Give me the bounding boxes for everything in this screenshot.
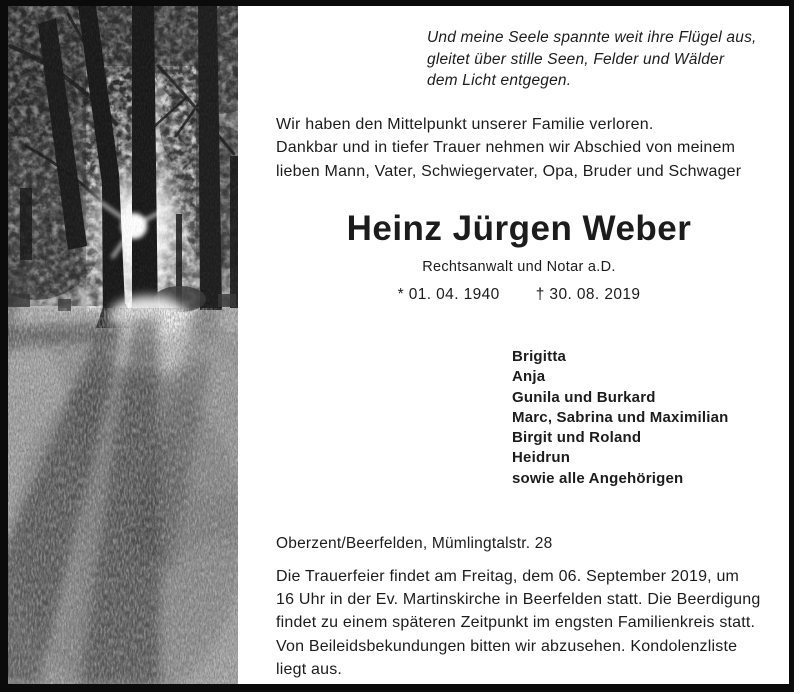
intro-text bbox=[276, 113, 741, 183]
address-line: Oberzent/Beerfelden, Mümlingtalstr. 28 bbox=[276, 535, 553, 552]
film-grain bbox=[8, 6, 238, 684]
mourner-line: Brigitta bbox=[512, 348, 567, 365]
life-dates bbox=[276, 286, 762, 304]
memorial-quote bbox=[427, 27, 757, 92]
funeral-line: Von Beileidsbekundungen bitten wir abzusehen. Kondolenzliste bbox=[276, 637, 738, 655]
quote-line: Und meine Seele spannte weit ihre Flügel aus, bbox=[427, 29, 757, 46]
birth-date: * 01. 04. 1940 bbox=[397, 286, 500, 303]
intro-line: Wir haben den Mittelpunkt unserer Familie verloren. bbox=[276, 116, 654, 133]
mourner-line: Birgit und Roland bbox=[512, 429, 642, 447]
deceased-name: Heinz Jürgen Weber bbox=[346, 209, 692, 248]
death-date: † 30. 08. 2019 bbox=[535, 286, 641, 303]
mourner-line: Heidrun bbox=[512, 449, 571, 467]
quote-line: dem Licht entgegen. bbox=[427, 72, 572, 90]
mourner-line: Gunila und Burkard bbox=[512, 388, 656, 406]
funeral-line: findet zu einem späteren Zeitpunkt im engsten Familienkreis statt. bbox=[276, 614, 756, 632]
mourners-list bbox=[512, 347, 729, 489]
intro-line: Dankbar und in tiefer Trauer nehmen wir Abschied von meinem bbox=[276, 139, 736, 157]
funeral-info bbox=[276, 565, 760, 681]
mourner-line: sowie alle Angehörigen bbox=[512, 469, 684, 487]
mourner-line: Marc, Sabrina und Maximilian bbox=[512, 408, 729, 426]
funeral-line: Die Trauerfeier findet am Freitag, dem 06. September 2019, um bbox=[276, 568, 740, 585]
deceased-profession: Rechtsanwalt und Notar a.D. bbox=[422, 259, 616, 275]
quote-line: gleitet über stille Seen, Felder und Wälder bbox=[427, 50, 725, 68]
deceased-block bbox=[276, 210, 762, 304]
memorial-photo bbox=[8, 6, 238, 684]
intro-line: lieben Mann, Vater, Schwiegervater, Opa, Bruder und Schwager bbox=[276, 162, 742, 180]
funeral-line: liegt aus. bbox=[276, 660, 343, 678]
mourner-line: Anja bbox=[512, 368, 546, 386]
forest-sunlight-illustration bbox=[8, 6, 238, 684]
funeral-line: 16 Uhr in der Ev. Martinskirche in Beerfelden statt. Die Beerdigung bbox=[276, 591, 761, 609]
